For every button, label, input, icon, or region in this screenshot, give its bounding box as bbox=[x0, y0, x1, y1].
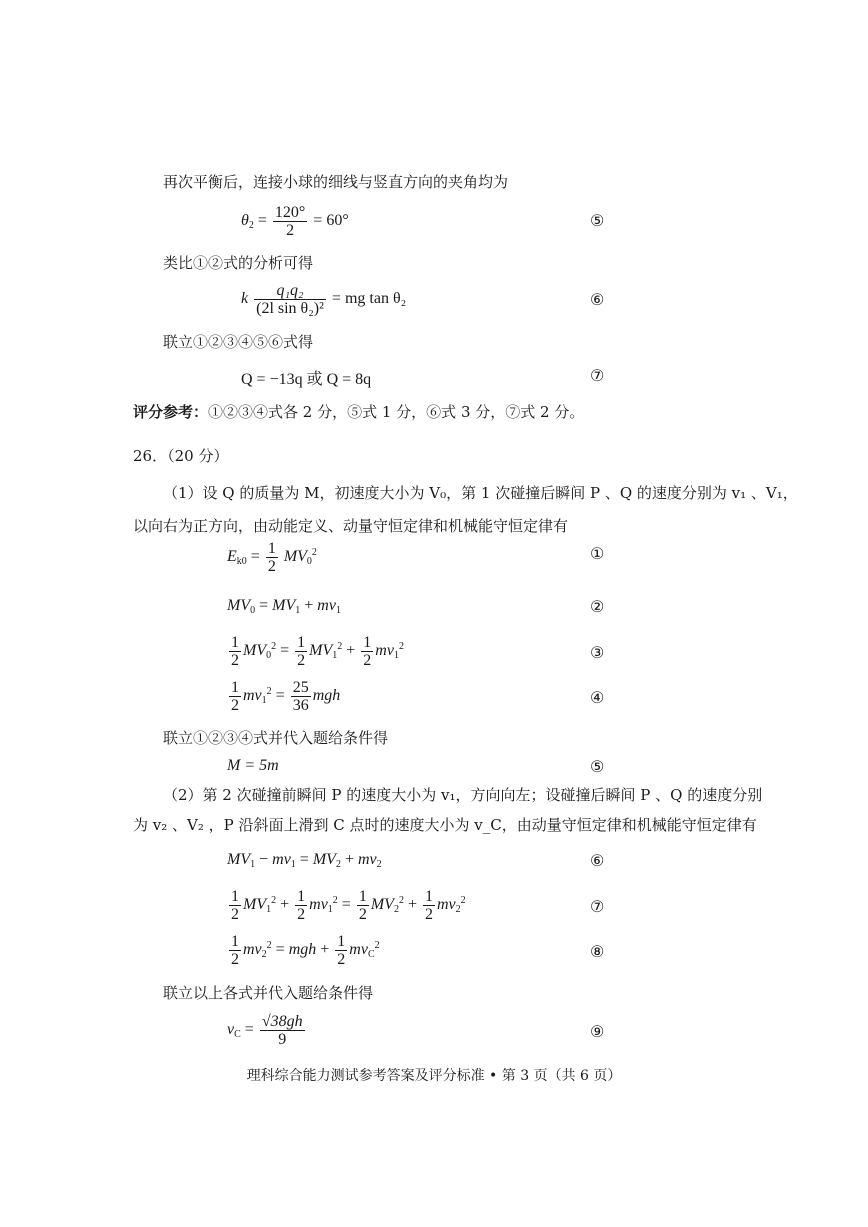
text-combine-part1: 联立①②③④⑤⑥式得 bbox=[163, 333, 314, 351]
eq6-numerator: q₁q₂ bbox=[254, 282, 326, 300]
q26-text-combine2: 联立以上各式并代入题给条件得 bbox=[163, 984, 374, 1002]
q26-equation-6: $MV_1 - mv_1 = MV_2 + mv_2$ bbox=[227, 851, 382, 870]
q26-marker-6: ⑥ bbox=[590, 851, 605, 870]
eq9-denominator: 9 bbox=[278, 1031, 287, 1048]
q26-marker-4: ④ bbox=[590, 688, 605, 707]
q26-intro-line2: 以向右为正方向，由动能定义、动量守恒定律和机械能守恒定律有 bbox=[133, 517, 569, 535]
eq9-numerator: √38gh bbox=[261, 1013, 303, 1030]
q26-equation-3: $\frac{1}{2}$ $MV_0^2$ = $\frac{1}{2}$ $MV_1^2$ + $\frac{1}{2}$ $mv_1^2$ bbox=[231, 634, 404, 669]
eq6-rhs: = mg tan θ₂ bbox=[331, 290, 407, 308]
question-26-header: 26．（20 分） bbox=[133, 447, 229, 465]
scoring-text: ①②③④式各 2 分，⑤式 1 分，⑥式 3 分，⑦式 2 分。 bbox=[208, 403, 585, 421]
q26-marker-5: ⑤ bbox=[590, 757, 605, 776]
equation-7: Q = −13q 或 Q = 8q bbox=[241, 371, 372, 388]
marker-6: ⑥ bbox=[590, 290, 605, 309]
q26-equation-5: M = 5m bbox=[227, 757, 279, 774]
marker-7: ⑦ bbox=[590, 366, 605, 385]
q26-marker-9: ⑨ bbox=[590, 1022, 605, 1041]
equation-5: $\theta_2$ = $\frac{120^\circ}{2}$ = 60° bbox=[241, 204, 349, 239]
q26-part2-line1: （2）第 2 次碰撞前瞬间 P 的速度大小为 v₁，方向向左；设碰撞后瞬间 P 、Q 的速度分别 bbox=[163, 786, 763, 804]
q26-marker-7: ⑦ bbox=[590, 897, 605, 916]
eq5-denominator: 2 bbox=[286, 222, 295, 239]
scoring-label: 评分参考： bbox=[133, 403, 209, 421]
text-analogy: 类比①②式的分析可得 bbox=[163, 254, 314, 272]
q26-equation-8: $\frac{1}{2}$ $mv_2^2$ = mgh + $\frac{1}{2}$ $mv_C^2$ bbox=[231, 933, 380, 968]
q26-equation-9: $v_C$ = $\frac{√38gh}{9}$ bbox=[227, 1013, 303, 1048]
page-footer: 理科综合能力测试参考答案及评分标准 • 第 3 页（共 6 页） bbox=[246, 1068, 622, 1084]
eq5-numerator: 120° bbox=[274, 204, 306, 221]
q26-marker-1: ① bbox=[590, 544, 605, 563]
q26-equation-7: $\frac{1}{2}$ $MV_1^2$ + $\frac{1}{2}$ $mv_1^2$ = $\frac{1}{2}$ $MV_2^2$ + $\frac{1}{2}$ $mv_2^2$ bbox=[231, 888, 466, 923]
equation-6: k $\frac{\text{q₁q₂}}{\text{(2l sin θ₂)²}}$ = mg tan θ₂ bbox=[241, 282, 407, 317]
q26-equation-1: $E_{k0}$ = $\frac{1}{2}$ $MV_0^2$ bbox=[227, 540, 317, 575]
q26-equation-2: $MV_0 = MV_1 + mv_1$ bbox=[227, 597, 341, 616]
q26-part2-line2: 为 v₂ 、V₂ ，P 沿斜面上滑到 C 点时的速度大小为 v_C，由动量守恒定律和机械能守恒定律有 bbox=[133, 816, 757, 834]
q26-marker-2: ② bbox=[590, 597, 605, 616]
q26-text-combine1: 联立①②③④式并代入题给条件得 bbox=[163, 729, 389, 747]
q26-marker-8: ⑧ bbox=[590, 942, 605, 961]
eq5-rhs: = 60° bbox=[313, 212, 349, 230]
scoring-reference bbox=[133, 402, 584, 422]
q26-marker-3: ③ bbox=[590, 643, 605, 662]
q26-intro-line1: （1）设 Q 的质量为 M，初速度大小为 V₀，第 1 次碰撞后瞬间 P 、Q 的速度分别为 v₁ 、V₁， bbox=[163, 484, 798, 502]
marker-5: ⑤ bbox=[590, 211, 605, 230]
text-rebalance: 再次平衡后，连接小球的细线与竖直方向的夹角均为 bbox=[163, 173, 509, 191]
q26-equation-4: $\frac{1}{2}$ $mv_1^2$ = $\frac{25}{36}$ mgh bbox=[231, 679, 341, 714]
eq6-denominator: (2l sin θ₂)² bbox=[256, 300, 324, 317]
